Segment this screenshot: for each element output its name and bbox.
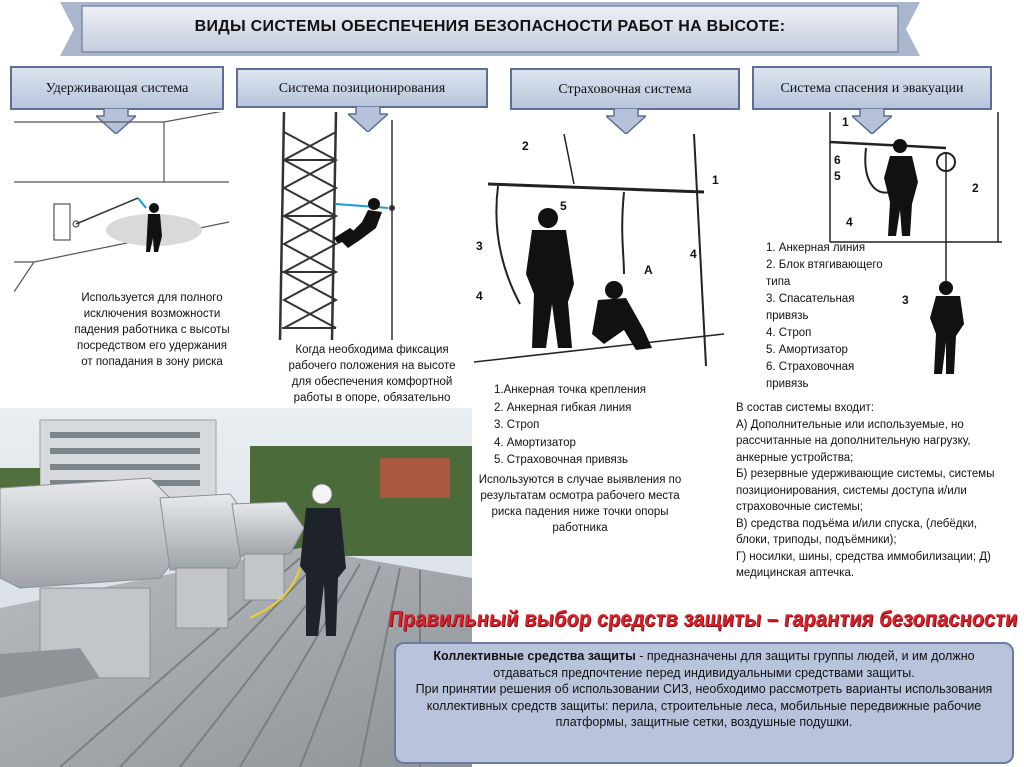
list-item: 5. Амортизатор bbox=[766, 344, 848, 356]
list-item: 1.Анкерная точка крепления bbox=[494, 384, 647, 396]
list-item: 4. Строп bbox=[766, 327, 812, 339]
list-item: Б) резервные удерживающие системы, системы позиционирования, системы доступа и/или страховочные системы; bbox=[736, 468, 995, 513]
list-item: Г) носилки, шины, средства иммобилизации; Д) медицинская аптечка. bbox=[736, 550, 991, 579]
info-bold-term: Коллективные средства защиты bbox=[433, 649, 636, 663]
figure-label-3: 3 bbox=[902, 293, 909, 307]
rescue-components-list bbox=[766, 240, 896, 393]
positioning-system-illustration bbox=[276, 112, 436, 340]
info-text: - предназначены для защиты группы людей, и им должно отдаваться предпочтение перед индивидуальными средствами защиты. bbox=[493, 649, 975, 680]
header-rescue-system: Система спасения и эвакуации bbox=[752, 66, 992, 110]
list-item: 1. Анкерная линия bbox=[766, 242, 866, 254]
list-item: 3. Спасательная привязь bbox=[766, 293, 855, 322]
positioning-description: Когда необходима фиксация рабочего положения на высоте для обеспечения комфортной работы в опоре, обязательно bbox=[288, 344, 456, 404]
figure-label-4: 4 bbox=[846, 215, 853, 229]
slogan: Правильный выбор средств защиты – гарантия безопасности bbox=[387, 606, 1019, 631]
page-title: ВИДЫ СИСТЕМЫ ОБЕСПЕЧЕНИЯ БЕЗОПАСНОСТИ РАБОТ НА ВЫСОТЕ: bbox=[194, 18, 786, 35]
list-item: 3. Строп bbox=[494, 419, 540, 431]
figure-label-6: 6 bbox=[834, 153, 841, 167]
figure-label-a: А bbox=[644, 263, 653, 277]
figure-label-5: 5 bbox=[834, 169, 841, 183]
list-item: А) Дополнительные или используемые, но рассчитанные на дополнительную нагрузку, анкерные устройства; bbox=[736, 418, 971, 464]
header-positioning-system: Система позиционирования bbox=[236, 68, 488, 108]
arrow-down-icon bbox=[606, 108, 646, 134]
figure-label-2: 2 bbox=[972, 181, 979, 195]
collective-protection-info bbox=[394, 642, 1014, 764]
figure-label-5: 5 bbox=[560, 199, 567, 213]
list-item: 2. Блок втягивающего типа bbox=[766, 259, 883, 288]
list-item: 2. Анкерная гибкая линия bbox=[494, 401, 632, 414]
restraint-system-illustration bbox=[14, 112, 230, 292]
list-item: В) средства подъёма и/или спуска, (лебёдки, блоки, триподы, подъёмники); bbox=[736, 517, 978, 546]
rescue-composition bbox=[736, 400, 1008, 582]
restraint-description: Используется для полного исключения возможности падения работника с высоты посредством его удержания от попадания в зону риска bbox=[74, 292, 230, 368]
list-item: 6. Страховочная привязь bbox=[766, 361, 855, 390]
header-fall-arrest-system: Страховочная система bbox=[510, 68, 740, 110]
fall-arrest-system-illustration bbox=[474, 134, 724, 366]
header-restraint-system: Удерживающая система bbox=[10, 66, 224, 110]
info-text-2: При принятии решения об использовании СИЗ, необходимо рассмотреть варианты использования коллективных средств защиты: перила, строительные леса, мобильные передвижные рабочие платформы, защитные сетки, воздушные подушки. bbox=[415, 682, 993, 729]
figure-label-1: 1 bbox=[712, 173, 719, 187]
figure-label-4b: 4 bbox=[690, 247, 697, 261]
figure-label-1: 1 bbox=[842, 115, 849, 129]
list-item: 5. Страховочная привязь bbox=[494, 454, 628, 466]
rescue-composition-heading: В состав системы входит: bbox=[736, 402, 875, 414]
fall-arrest-usage: Используются в случае выявления по результатам осмотра рабочего места риска падения ниже точки опоры работника bbox=[478, 474, 682, 534]
figure-label-2: 2 bbox=[522, 139, 529, 153]
fall-arrest-components-list bbox=[494, 382, 694, 470]
figure-label-4: 4 bbox=[476, 289, 483, 303]
list-item: 4. Амортизатор bbox=[494, 436, 576, 449]
figure-label-3: 3 bbox=[476, 239, 483, 253]
